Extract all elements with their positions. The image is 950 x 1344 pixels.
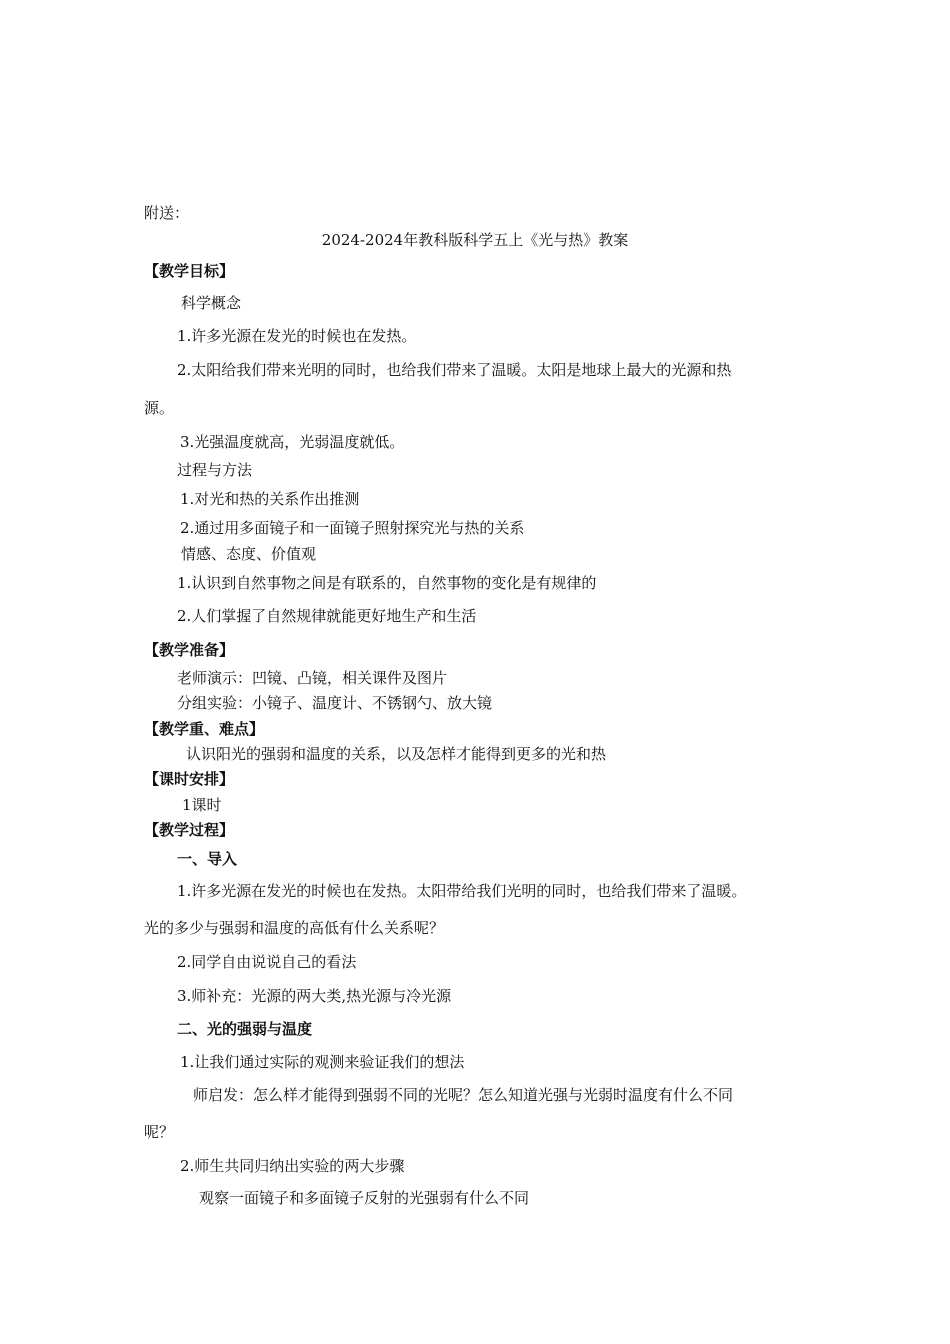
intro-item-3: 3.师补充：光源的两大类,热光源与冷光源 bbox=[177, 987, 452, 1005]
key-point-item: 认识阳光的强弱和温度的关系，以及怎样才能得到更多的光和热 bbox=[186, 745, 607, 763]
section-heading-key-points: 【教学重、难点】 bbox=[144, 720, 265, 738]
subsection-light-temperature: 二、光的强弱与温度 bbox=[177, 1020, 313, 1038]
subheading-science-concept: 科学概念 bbox=[181, 294, 242, 312]
prep-item-1: 老师演示：凹镜、凸镜，相关课件及图片 bbox=[177, 669, 448, 687]
intro-item-1-cont: 光的多少与强弱和温度的高低有什么关系呢？ bbox=[144, 919, 445, 937]
section-heading-goals: 【教学目标】 bbox=[144, 262, 235, 280]
light-question-cont: 呢？ bbox=[144, 1123, 175, 1141]
attitude-item-2: 2.人们掌握了自然规律就能更好地生产和生活 bbox=[177, 607, 477, 625]
intro-item-1: 1.许多光源在发光的时候也在发热。太阳带给我们光明的同时，也给我们带来了温暖。 bbox=[177, 882, 747, 900]
attitude-item-1: 1.认识到自然事物之间是有联系的，自然事物的变化是有规律的 bbox=[177, 574, 597, 592]
subheading-attitude: 情感、态度、价值观 bbox=[181, 545, 317, 563]
intro-item-2: 2.同学自由说说自己的看法 bbox=[177, 953, 357, 971]
concept-item-3: 3.光强温度就高，光弱温度就低。 bbox=[180, 433, 405, 451]
concept-item-2-cont: 源。 bbox=[144, 399, 175, 417]
subsection-intro: 一、导入 bbox=[177, 850, 238, 868]
prep-item-2: 分组实验：小镜子、温度计、不锈钢勺、放大镜 bbox=[177, 694, 493, 712]
subheading-process-method: 过程与方法 bbox=[177, 461, 253, 479]
schedule-item: 1课时 bbox=[182, 796, 222, 814]
section-heading-schedule: 【课时安排】 bbox=[144, 770, 235, 788]
light-item-1: 1.让我们通过实际的观测来验证我们的想法 bbox=[180, 1053, 465, 1071]
concept-item-1: 1.许多光源在发光的时候也在发热。 bbox=[177, 327, 417, 345]
concept-item-2: 2.太阳给我们带来光明的同时，也给我们带来了温暖。太阳是地球上最大的光源和热 bbox=[177, 361, 732, 379]
section-heading-process: 【教学过程】 bbox=[144, 821, 235, 839]
light-question: 师启发：怎么样才能得到强弱不同的光呢？怎么知道光强与光弱时温度有什么不同 bbox=[193, 1086, 734, 1104]
process-item-1: 1.对光和热的关系作出推测 bbox=[180, 490, 360, 508]
light-item-2: 2.师生共同归纳出实验的两大步骤 bbox=[180, 1157, 405, 1175]
light-observation: 观察一面镜子和多面镜子反射的光强弱有什么不同 bbox=[199, 1189, 530, 1207]
document-title: 2024-2024年教科版科学五上《光与热》教案 bbox=[321, 231, 629, 249]
section-heading-preparation: 【教学准备】 bbox=[144, 641, 235, 659]
prefix-text: 附送： bbox=[144, 204, 190, 222]
process-item-2: 2.通过用多面镜子和一面镜子照射探究光与热的关系 bbox=[180, 519, 525, 537]
